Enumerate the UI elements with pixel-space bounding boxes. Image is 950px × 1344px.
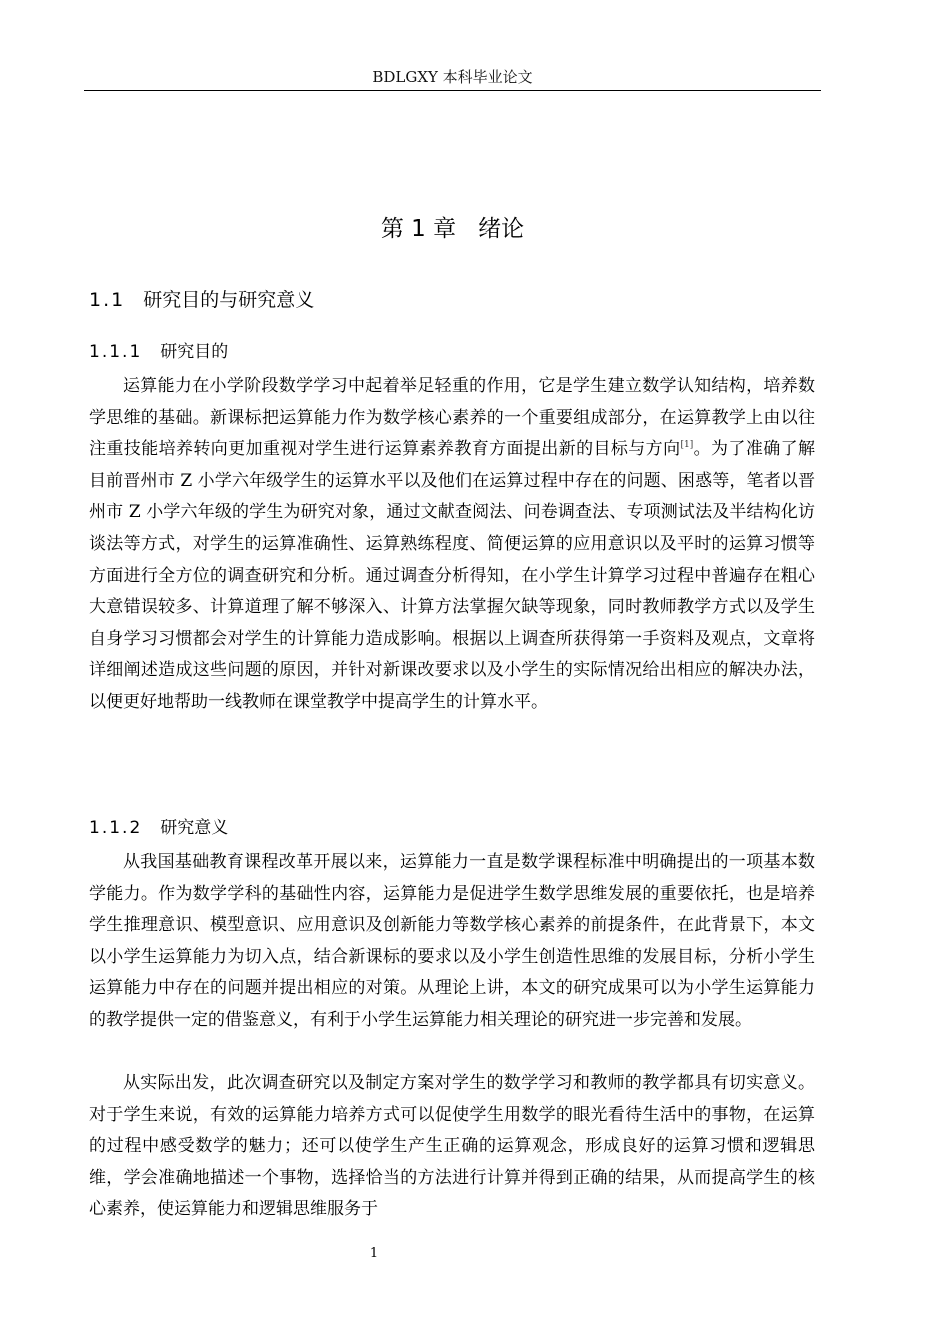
section-number: 1.1	[89, 289, 126, 311]
page-number: 1	[369, 1246, 379, 1261]
chapter-title	[84, 210, 821, 243]
subsection-title: 研究目的	[160, 342, 229, 362]
subsection-number: 1.1.1	[89, 342, 143, 362]
paragraph-significance-2: 从实际出发，此次调查研究以及制定方案对学生的数学学习和教师的教学都具有切实意义。对于学生来说，有效的运算能力培养方式可以促使学生用数学的眼光看待生活中的事物，在运算的过程中感受数学的魅力；还可以使学生产生正确的运算观念，形成良好的运算习惯和逻辑思维，学会准确地描述一个事物，选择恰当的方法进行计算并得到正确的结果，从而提高学生的核心素养，使运算能力和逻辑思维服务于	[89, 1073, 815, 1220]
chapter-number: 第 1 章	[380, 216, 457, 242]
subsection-number: 1.1.2	[89, 818, 143, 838]
section-heading-1-1-1	[89, 337, 228, 362]
section-heading-1-1-2	[89, 813, 228, 838]
section-heading-1-1	[89, 285, 314, 312]
section-title: 研究目的与研究意义	[143, 289, 315, 311]
running-header: BDLGXY 本科毕业论文	[372, 68, 533, 86]
paragraph-text: 运算能力在小学阶段数学学习中起着举足轻重的作用，它是学生建立数学认知结构，培养数学思维的基础。新课标把运算能力作为数学核心素养的一个重要组成部分，在运算教学上由以往注重技能培养转向更加重视对学生进行运算素养教育方面提出新的目标与方向	[89, 376, 815, 460]
header-rule	[84, 90, 821, 91]
citation-marker[interactable]: [1]	[680, 440, 694, 451]
paragraph-significance-1: 从我国基础教育课程改革开展以来，运算能力一直是数学课程标准中明确提出的一项基本数学能力。作为数学学科的基础性内容，运算能力是促进学生数学思维发展的重要依托，也是培养学生推理意识、模型意识、应用意识及创新能力等数学核心素养的前提条件，在此背景下，本文以小学生运算能力为切入点，结合新课标的要求以及小学生创造性思维的发展目标，分析小学生运算能力中存在的问题并提出相应的对策。从理论上讲，本文的研究成果可以为小学生运算能力的教学提供一定的借鉴意义，有利于小学生运算能力相关理论的研究进一步完善和发展。	[89, 852, 815, 1030]
paragraph-purpose	[89, 371, 815, 719]
chapter-name: 绪论	[478, 216, 525, 242]
subsection-title: 研究意义	[160, 818, 229, 838]
paragraph-text: 。为了准确了解目前晋州市 Z 小学六年级学生的运算水平以及他们在运算过程中存在的问题、困惑等，笔者以晋州市 Z 小学六年级的学生为研究对象，通过文献查阅法、问卷调查法、专项测试法及半结构化访谈法等方式，对学生的运算准确性、运算熟练程度、简便运算的应用意识以及平时的运算习惯等方面进行全方位的调查研究和分析。通过调查分析得知，在小学生计算学习过程中普遍存在粗心大意错误较多、计算道理了解不够深入、计算方法掌握欠缺等现象，同时教师教学方式以及学生自身学习习惯都会对学生的计算能力造成影响。根据以上调查所获得第一手资料及观点，文章将详细阐述造成这些问题的原因，并针对新课改要求以及小学生的实际情况给出相应的解决办法，以便更好地帮助一线教师在课堂教学中提高学生的计算水平。	[89, 439, 816, 712]
